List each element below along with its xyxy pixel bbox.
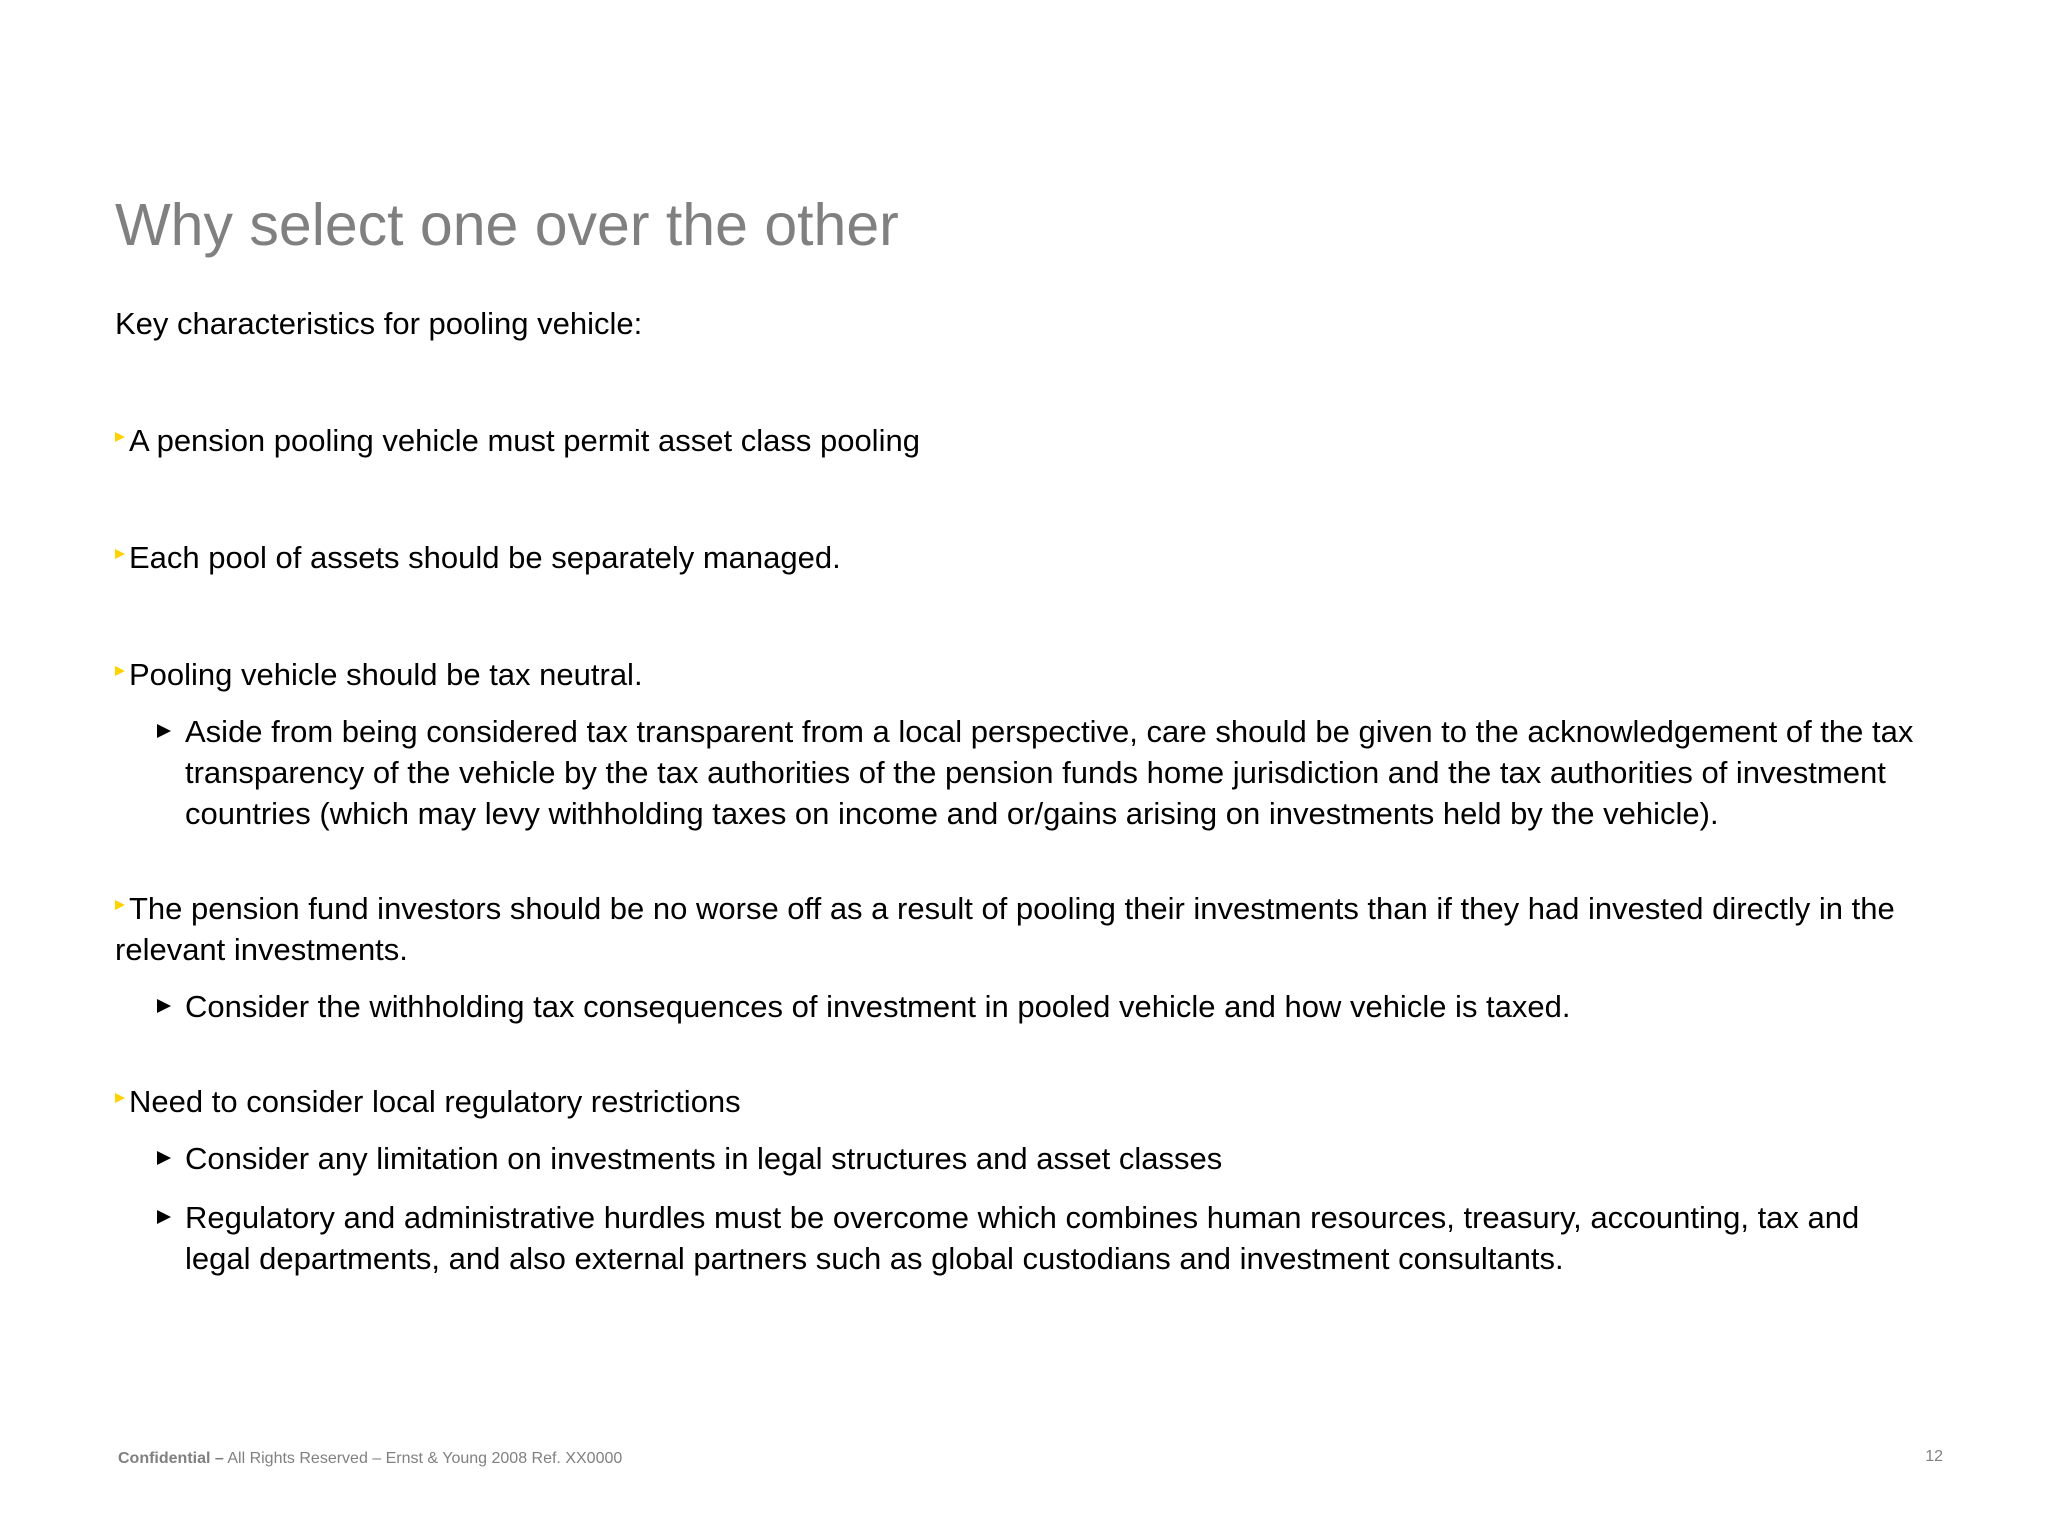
bullet-item [115,654,1955,695]
sub-bullet-arrow-icon [157,999,171,1013]
sub-bullet-item [115,1197,1905,1279]
bullet-arrow-icon [115,549,125,559]
bullet-list [115,420,1955,1279]
sub-bullet-arrow-icon [157,1151,171,1165]
bullet-item [115,537,1955,578]
intro-text: Key characteristics for pooling vehicle: [115,306,643,341]
sub-bullet-item [115,1138,1955,1179]
sub-bullet-text: Regulatory and administrative hurdles must be overcome which combines human resources, treasury, accounting, tax and legal departments, and also external partners such as global custodians and investment consultants. [185,1200,1860,1276]
page-number: 12 [1925,1448,1943,1465]
bullet-text: The pension fund investors should be no worse off as a result of pooling their investments than if they had invested directly in the relevant investments. [115,891,1895,967]
bullet-text: Pooling vehicle should be tax neutral. [129,657,643,692]
bullet-text: Each pool of assets should be separately managed. [129,540,841,575]
bullet-item [115,888,1915,970]
sub-bullet-arrow-icon [157,724,171,738]
sub-bullet-text: Consider any limitation on investments in legal structures and asset classes [185,1141,1223,1176]
sub-bullet-arrow-icon [157,1210,171,1224]
bullet-arrow-icon [115,432,125,442]
sub-bullet-item [115,986,1955,1027]
bullet-text: Need to consider local regulatory restrictions [129,1084,741,1119]
footer-rights: All Rights Reserved – Ernst & Young 2008 Ref. XX0000 [223,1450,623,1467]
bullet-arrow-icon [115,666,125,676]
bullet-item [115,420,1955,461]
sub-bullet-text: Aside from being considered tax transparent from a local perspective, care should be given to the acknowledgement of the tax transparency of the vehicle by the tax authorities of the pension funds home jurisdiction and the tax authorities of investment countries (which may levy withholding taxes on income and or/gains arising on investments held by the vehicle). [185,714,1914,831]
bullet-arrow-icon [115,900,125,910]
sub-bullet-item [115,711,1945,834]
bullet-arrow-icon [115,1093,125,1103]
slide-title: Why select one over the other [115,192,899,258]
footer-confidential-label: Confidential – [118,1450,224,1467]
bullet-item [115,1081,1955,1122]
footer-confidential [118,1450,622,1468]
bullet-text: A pension pooling vehicle must permit asset class pooling [129,423,920,458]
sub-bullet-text: Consider the withholding tax consequences of investment in pooled vehicle and how vehicle is taxed. [185,989,1571,1024]
